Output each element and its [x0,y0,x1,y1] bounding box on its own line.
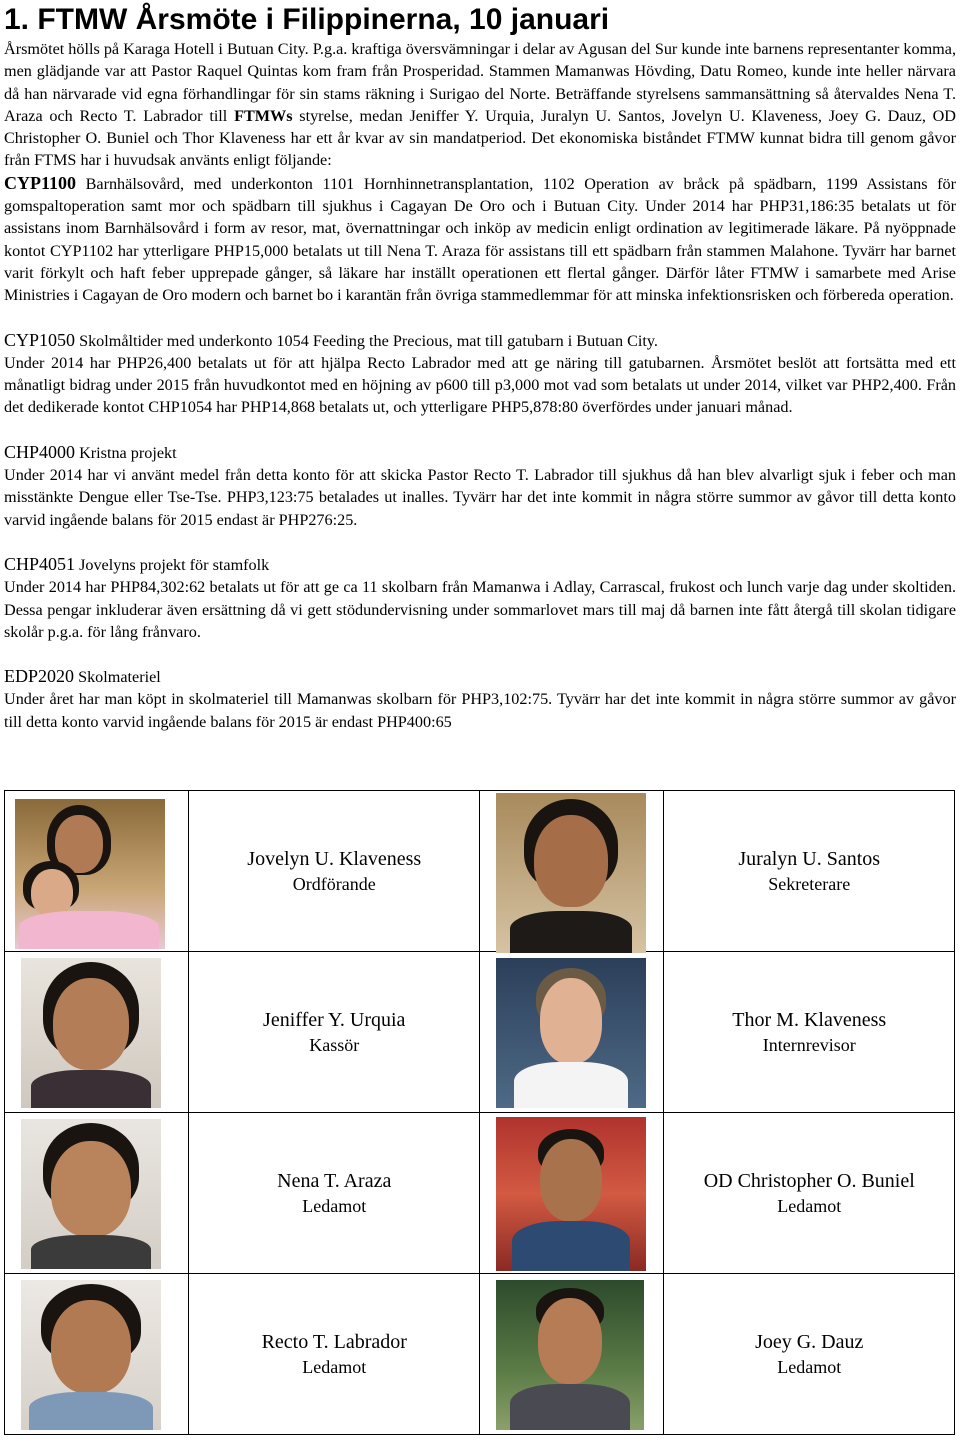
member-role: Ordförande [292,874,376,894]
member-role: Ledamot [302,1357,367,1377]
member-photo-mother-child [15,799,165,949]
section-title: Skolmåltider med underkonto 1054 Feeding the Precious, mat till gatubarn i Butuan City. [75,331,658,350]
member-role: Ledamot [777,1357,842,1377]
section-cyp1050 [4,329,956,419]
section-edp2020 [4,665,956,733]
member-name: Thor M. Klaveness [732,1009,887,1031]
photo-cell [5,1274,189,1435]
intro-ftmws: FTMWs [234,106,293,125]
member-role: Kassör [309,1035,360,1055]
section-chp4000 [4,441,956,531]
cyp1100-text: Barnhälsovård, med underkonton 1101 Hornhinnetransplantation, 1102 Operation av bråck på spädbarn, 1199 Assistans för gomspaltoperation samt mor och spädbarn till sjukhus i Cagayan De Oro och i Butuan City. Under 2014 har PHP31,186:35 betalats ut för assistans inom Barnhälsovård i form av resor, mat, övernattningar och inköp av medicin enligt ordination av legitimerade läkare. På nyöppnade kontot CYP1102 har ytterligare PHP15,000 betalats ut till Nena T. Araza för assistans till ett spädbarn från stammen Malahone. Tyvärr har barnet varit förkylt och haft feber upprepade gånger, så läkare har inställt operationen ett flertal gånger. Därför låter FTMW i samarbete med Arise Ministries i Cagayan de Oro modern och barnet bo i karantän från övriga stammedlemmar för att minska infektionsrisken och förbereda operation. [4,174,956,305]
member-info [189,791,480,952]
photo-cell [479,791,663,952]
member-role: Ledamot [777,1196,842,1216]
section-chp4051 [4,553,956,643]
member-photo-man [496,1280,644,1430]
member-info [189,1274,480,1435]
member-photo-man [496,958,646,1108]
board-row [5,1113,955,1274]
section-body: Under 2014 har vi använt medel från detta konto för att skicka Pastor Recto T. Labrador till sjukhus då han blev alvarligt sjuk i feber och man misstänkte Dengue eller Tse-Tse. PHP3,123:75 betalades ut inalles. Tyvärr har det inte kommit in några större summor av gåvor till detta konto varvid ingående balans för 2015 endast är PHP276:25. [4,466,956,529]
member-photo-man [496,1117,646,1271]
member-photo-woman [496,793,646,953]
photo-cell [5,791,189,952]
member-name: Recto T. Labrador [261,1331,407,1353]
intro-text-c: styrelse, medan Jeniffer Y. Urquia, Juralyn U. Santos, Jovelyn U. Klaveness, Joey G. Dauz, OD Christopher O. Buniel och Thor Klaveness har ett år kvar av sin mandatperiod. Det ekonomiska biståndet FTMW kunnat bidra till genom gåvor från FTMS har i huvudsak använts enligt följande: [4,106,956,170]
board-row [5,791,955,952]
member-role: Sekreterare [768,874,851,894]
section-heading [4,553,956,576]
section-heading [4,441,956,464]
section-body: Under 2014 har PHP26,400 betalats ut för att hjälpa Recto Labrador med att ge näring till gatubarnen. Årsmötet beslöt att fortsätta med ett månatligt bidrag under 2015 från huvudkontot med en höjning av p600 till p3,000 mot vad som betalats ut under 2014, vilket var PHP2,400. Från det dedikerade kontot CHP1054 har PHP14,868 betalats ut, och ytterligare PHP5,878:80 överfördes under januari månad. [4,353,956,417]
photo-cell [5,1113,189,1274]
board-row [5,952,955,1113]
photo-cell [5,952,189,1113]
member-info [664,1274,955,1435]
section-title: Jovelyns projekt för stamfolk [75,555,270,574]
board-members-table [4,790,955,1435]
page-title: 1. FTMW Årsmöte i Filippinerna, 10 januari [4,3,610,36]
photo-cell [479,1274,663,1435]
member-info [189,952,480,1113]
intro-paragraph [4,38,956,172]
intro-text-a: Årsmötet hölls på Karaga Hotell i Butuan City. P.g.a. kraftiga översvämningar i delar av Agusan del Sur kunde inte barnens representanter komma, men glädjande var att Pastor Raquel Quintas kom fram från Prosperidad. Stammen Mamanwas Hövding, Datu Romeo, kunde inte heller närvara då han närvarade vid egna förhandlingar för sin stams räkning i Surigao del Norte. Beträffande styrelsens sammansättning så återvaldes Nena T. Araza och Recto T. Labrador till [4,40,956,125]
section-code: EDP2020 [4,666,75,687]
member-name: Joey G. Dauz [755,1331,864,1353]
member-photo-person [21,1280,161,1430]
section-code: CYP1050 [4,329,76,350]
member-name: Nena T. Araza [277,1170,392,1192]
member-name: OD Christopher O. Buniel [703,1170,915,1192]
member-role: Internrevisor [762,1035,856,1055]
cyp1100-paragraph [4,172,956,307]
section-title: Skolmateriel [74,668,161,687]
section-heading [4,665,956,688]
section-body: Under året har man köpt in skolmateriel till Mamanwas skolbarn för PHP3,102:75. Tyvärr har det inte kommit in några större summor av gåvor till detta konto varvid ingående balans för 2015 är endast PHP400:65 [4,690,956,731]
board-row [5,1274,955,1435]
cyp1100-code: CYP1100 [4,172,76,193]
member-name: Jeniffer Y. Urquia [263,1009,406,1031]
member-name: Juralyn U. Santos [738,848,881,870]
member-name: Jovelyn U. Klaveness [247,848,422,870]
document-page [4,0,956,733]
member-photo-woman [21,958,161,1108]
section-body: Under 2014 har PHP84,302:62 betalats ut för att ge ca 11 skolbarn från Mamanwa i Adlay, Carrascal, frukost och lunch varje dag under skoltiden. Dessa pengar inkluderar även ersättning då vi gett stödundervisning under sommarlovet mars till maj då barnen inte fått återgå till skolan tidigare skolår p.g.a. för lång frånvaro. [4,578,956,641]
member-photo-woman [21,1119,161,1269]
member-role: Ledamot [302,1196,367,1216]
member-info [664,791,955,952]
section-title: Kristna projekt [75,443,177,462]
member-info [664,1113,955,1274]
section-code: CHP4051 [4,553,76,574]
photo-cell [479,952,663,1113]
section-code: CHP4000 [4,441,76,462]
member-info [189,1113,480,1274]
section-heading [4,329,956,352]
photo-cell [479,1113,663,1274]
member-info [664,952,955,1113]
